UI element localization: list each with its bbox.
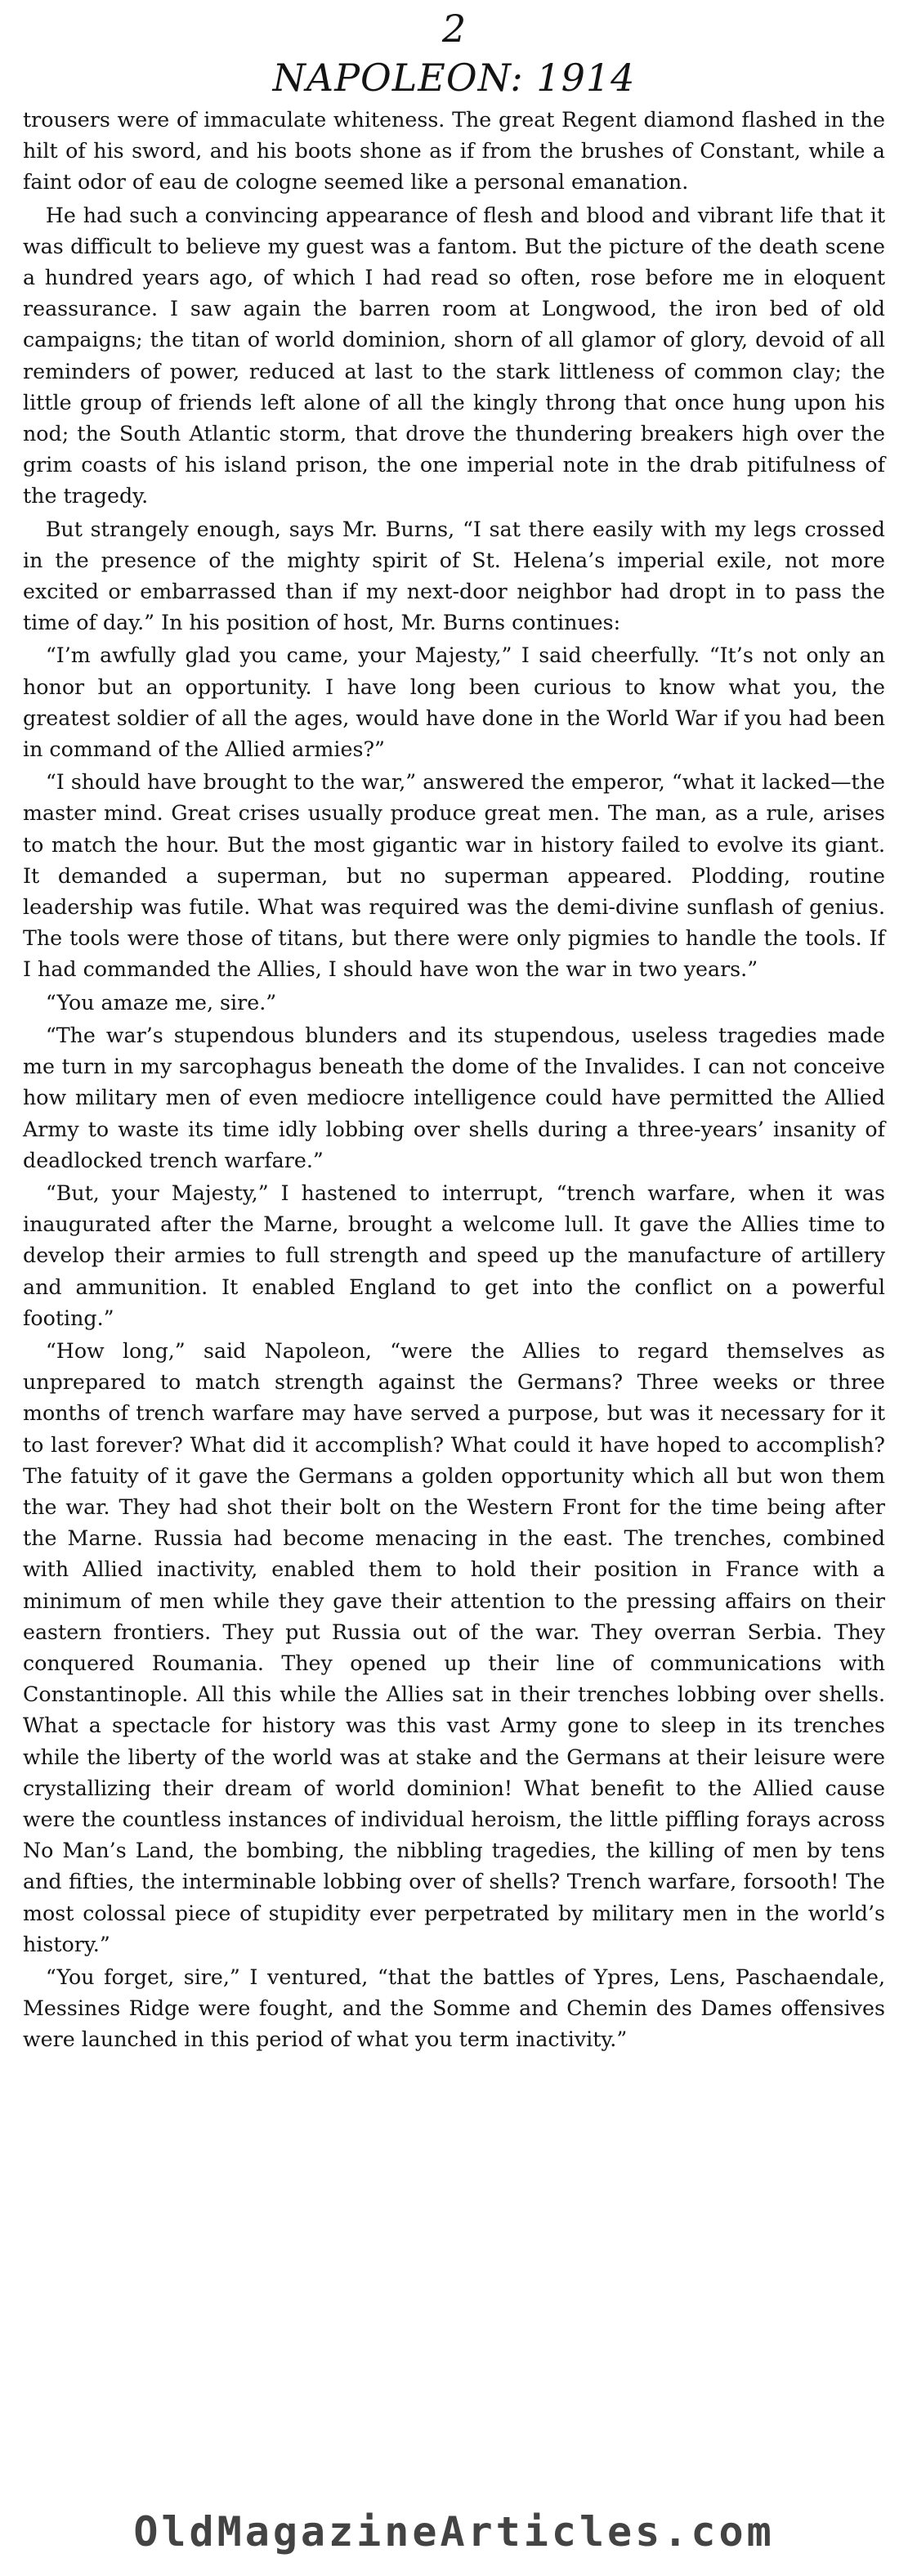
running-title: NAPOLEON: 1914 — [272, 56, 636, 100]
magazine-page — [23, 0, 885, 2576]
page-number: 2 — [441, 7, 467, 51]
paragraph: “You forget, sire,” I ventured, “that the battles of Ypres, Lens, Paschaendale, Messines Ridge were fought, and the Somme and Chemin des Dames offensives were launched in this period of what you term inactivity.” — [23, 1964, 885, 2052]
paragraph: “I should have brought to the war,” answered the emperor, “what it lacked—the master mind. Great crises usually produce great men. The man, as a rule, arises to match the hour. But the most gigantic war in history failed to evolve its giant. It demanded a superman, but no superman appeared. Plodding, routine leadership was futile. What was required was the demi-divine sunflash of genius. The tools were those of titans, but there were only pigmies to handle the tools. If I had commanded the Allies, I should have won the war in two years.” — [23, 770, 885, 982]
paragraph: “I’m awfully glad you came, your Majesty,” I said cheerfully. “It’s not only an honor but an opportunity. I have long been curious to know what you, the greatest soldier of all the ages, would have done in the World War if you had been in command of the Allied armies?” — [23, 643, 885, 762]
paragraph: He had such a convincing appearance of flesh and blood and vibrant life that it was difficult to believe my guest was a fantom. But the picture of the death scene a hundred years ago, of which I had read so often, rose before me in eloquent reassurance. I saw again the barren room at Longwood, the iron bed of old campaigns; the titan of world dominion, shorn of all glamor of glory, devoid of all reminders of power, reduced at last to the stark littleness of common clay; the little group of friends left alone of all the kingly throng that once hung upon his nod; the South Atlantic storm, that drove the thundering breakers high over the grim coasts of his island prison, the one imperial note in the drab pitifulness of the tragedy. — [23, 203, 885, 508]
site-watermark: OldMagazineArticles.com — [133, 2508, 775, 2556]
paragraph: trousers were of immaculate whiteness. The great Regent diamond flashed in the hilt of his sword, and his boots shone as if from the brushes of Constant, while a faint odor of eau de cologne seemed like a personal emanation. — [23, 108, 885, 195]
paragraph: “The war’s stupendous blunders and its stupendous, useless tragedies made me turn in my sarcophagus beneath the dome of the Invalides. I can not conceive how military men of even mediocre intelligence could have permitted the Allied Army to waste its time idly lobbing over shells during a three-years’ insanity of deadlocked trench warfare.” — [23, 1023, 885, 1172]
paragraph: But strangely enough, says Mr. Burns, “I sat there easily with my legs crossed in the presence of the mighty spirit of St. Helena’s imperial exile, not more excited or embarrassed than if my next-door neighbor had dropt in to pass the time of day.” In his position of host, Mr. Burns continues: — [23, 517, 885, 635]
paragraph: “But, your Majesty,” I hastened to interrupt, “trench warfare, when it was inaugurated after the Marne, brought a welcome lull. It gave the Allies time to develop their armies to full strength and speed up the manufacture of artillery and ammunition. It enabled England to get into the conflict on a powerful footing.” — [23, 1180, 885, 1330]
paragraph: “How long,” said Napoleon, “were the Allies to regard themselves as unprepared to match strength against the Germans? Three weeks or three months of trench warfare may have served a purpose, but was it necessary for it to last forever? What did it accomplish? What could it have hoped to accomplish? The fatuity of it gave the Germans a golden opportunity which all but won them the war. They had shot their bolt on the Western Front for the time being after the Marne. Russia had become menacing in the east. The trenches, combined with Allied inactivity, enabled them to hold their position in France with a minimum of men while they gave their attention to the pressing affairs on their eastern frontiers. They put Russia out of the war. They overran Serbia. They conquered Roumania. They opened up their line of communications with Constantinople. All this while the Allies sat in their trenches lobbing over shells. What a spectacle for history was this vast Army gone to sleep in its trenches while the liberty of the world was at stake and the Germans at their leisure were crystallizing their dream of world dominion! What benefit to the Allied cause were the countless instances of individual heroism, the little piffling forays across No Man’s Land, the bombing, the nibbling tragedies, the killing of men by tens and fifties, the interminable lobbing over of shells? Trench warfare, forsooth! The most colossal piece of stupidity ever perpetrated by military men in the world’s history.” — [23, 1338, 885, 1956]
paragraph: “You amaze me, sire.” — [45, 990, 277, 1015]
article-body — [23, 105, 885, 2056]
